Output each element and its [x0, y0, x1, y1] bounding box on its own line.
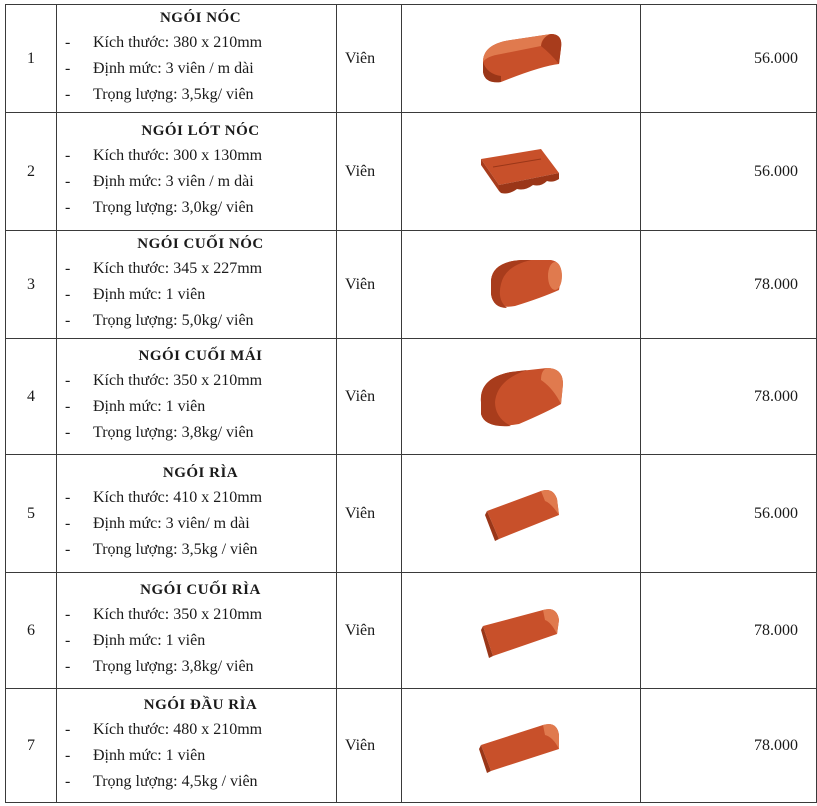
product-name: NGÓI RÌA	[162, 464, 239, 481]
product-description: NGÓI LÓT NÓC - Kích thước: 300 x 130mm - Định mức: 3 viên / m dài - Trọng lượng: 3,0kg/ viên	[57, 113, 337, 231]
spec-size: Kích thước: 300 x 130mm	[93, 146, 263, 164]
spec-weight: Trọng lượng: 3,0kg/ viên	[93, 198, 254, 216]
row-number: 2	[6, 113, 57, 231]
row-number: 1	[6, 5, 57, 113]
table-row	[6, 455, 817, 573]
product-name: NGÓI CUỐI RÌA	[140, 581, 261, 598]
price: 78.000	[641, 231, 817, 339]
product-image	[402, 689, 641, 803]
product-description: NGÓI CUỐI MÁI - Kích thước: 350 x 210mm - Định mức: 1 viên - Trọng lượng: 3,8kg/ viên	[57, 339, 337, 455]
product-image	[402, 231, 641, 339]
table-row	[6, 339, 817, 455]
product-image	[402, 573, 641, 689]
unit: Viên	[337, 339, 402, 455]
price: 78.000	[641, 689, 817, 803]
product-image	[402, 113, 641, 231]
spec-rate: Định mức: 1 viên	[93, 631, 206, 649]
price-table	[5, 4, 817, 803]
product-name: NGÓI NÓC	[159, 9, 242, 26]
product-image	[402, 5, 641, 113]
spec-weight: Trọng lượng: 3,5kg/ viên	[93, 85, 254, 103]
spec-weight: Trọng lượng: 5,0kg/ viên	[93, 311, 254, 329]
spec-rate: Định mức: 3 viên / m dài	[93, 59, 254, 77]
spec-size: Kích thước: 480 x 210mm	[93, 720, 263, 738]
table-row	[6, 113, 817, 231]
edge-end-tile-icon	[471, 596, 571, 666]
row-number: 7	[6, 689, 57, 803]
spec-weight: Trọng lượng: 3,8kg/ viên	[93, 423, 254, 441]
table-row	[6, 573, 817, 689]
price: 56.000	[641, 5, 817, 113]
spec-size: Kích thước: 350 x 210mm	[93, 605, 263, 623]
product-description: NGÓI RÌA - Kích thước: 410 x 210mm - Định mức: 3 viên/ m dài - Trọng lượng: 3,5kg / viên	[57, 455, 337, 573]
unit: Viên	[337, 455, 402, 573]
ridge-tile-icon	[471, 24, 571, 94]
product-name: NGÓI ĐẦU RÌA	[143, 696, 258, 713]
spec-rate: Định mức: 1 viên	[93, 397, 206, 415]
spec-rate: Định mức: 1 viên	[93, 285, 206, 303]
ridge-end-tile-icon	[471, 250, 571, 320]
row-number: 4	[6, 339, 57, 455]
edge-start-tile-icon	[471, 711, 571, 781]
price: 56.000	[641, 113, 817, 231]
row-number: 6	[6, 573, 57, 689]
product-name: NGÓI LÓT NÓC	[141, 122, 260, 139]
spec-size: Kích thước: 380 x 210mm	[93, 33, 263, 51]
price: 56.000	[641, 455, 817, 573]
product-image	[402, 339, 641, 455]
spec-weight: Trọng lượng: 4,5kg / viên	[93, 772, 258, 790]
price: 78.000	[641, 573, 817, 689]
under-ridge-tile-icon	[471, 137, 571, 207]
table-row	[6, 231, 817, 339]
product-description: NGÓI CUỐI NÓC - Kích thước: 345 x 227mm - Định mức: 1 viên - Trọng lượng: 5,0kg/ viên	[57, 231, 337, 339]
product-description: NGÓI CUỐI RÌA - Kích thước: 350 x 210mm - Định mức: 1 viên - Trọng lượng: 3,8kg/ viên	[57, 573, 337, 689]
product-description: NGÓI NÓC - Kích thước: 380 x 210mm - Định mức: 3 viên / m dài - Trọng lượng: 3,5kg/ viên	[57, 5, 337, 113]
spec-size: Kích thước: 350 x 210mm	[93, 371, 263, 389]
unit: Viên	[337, 573, 402, 689]
spec-rate: Định mức: 3 viên/ m dài	[93, 514, 250, 532]
spec-size: Kích thước: 410 x 210mm	[93, 488, 263, 506]
unit: Viên	[337, 113, 402, 231]
unit: Viên	[337, 231, 402, 339]
roof-end-tile-icon	[471, 358, 571, 436]
product-name: NGÓI CUỐI MÁI	[138, 347, 263, 364]
table-row	[6, 5, 817, 113]
row-number: 5	[6, 455, 57, 573]
spec-size: Kích thước: 345 x 227mm	[93, 259, 263, 277]
spec-rate: Định mức: 1 viên	[93, 746, 206, 764]
edge-tile-icon	[471, 479, 571, 549]
price: 78.000	[641, 339, 817, 455]
row-number: 3	[6, 231, 57, 339]
product-description: NGÓI ĐẦU RÌA - Kích thước: 480 x 210mm - Định mức: 1 viên - Trọng lượng: 4,5kg / viên	[57, 689, 337, 803]
spec-weight: Trọng lượng: 3,5kg / viên	[93, 540, 258, 558]
unit: Viên	[337, 689, 402, 803]
spec-weight: Trọng lượng: 3,8kg/ viên	[93, 657, 254, 675]
product-image	[402, 455, 641, 573]
product-name: NGÓI CUỐI NÓC	[137, 235, 264, 252]
spec-rate: Định mức: 3 viên / m dài	[93, 172, 254, 190]
unit: Viên	[337, 5, 402, 113]
table-row	[6, 689, 817, 803]
